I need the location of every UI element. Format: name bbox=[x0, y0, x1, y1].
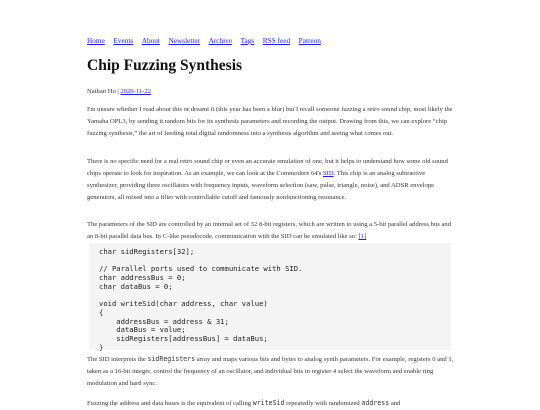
paragraph-fuzzing bbox=[87, 397, 454, 410]
post-byline bbox=[87, 88, 151, 95]
inline-code-writesid: writeSid bbox=[252, 399, 285, 407]
paragraph-interpretation-text-b: array and maps various bits and bytes to analog synth parameters. For example, registers 0 and 1, taken as a 16-bit integer, control the frequency of an oscillator, and individual bits in register 4 select the waveform and enable ring modulation and hard sync. bbox=[87, 356, 454, 387]
nav-link-rss-feed[interactable]: RSS feed bbox=[262, 36, 291, 45]
post-date-link[interactable]: 2020-11-22 bbox=[120, 88, 151, 95]
author-name: Nathan Ho bbox=[87, 88, 116, 95]
paragraph-fuzzing-text-a: Fuzzing the address and data buses is the equivalent of calling bbox=[87, 400, 253, 407]
paragraph-registers bbox=[87, 219, 454, 243]
paragraph-sid bbox=[87, 156, 454, 204]
code-text: char sidRegisters[32]; // Parallel ports used to communicate with SID. char addressBus = 0; char dataBus = 0; void writeSid(char address, char value) { addressBus = address & 31; dataBus = value; sidRegisters[addressBus] = dataBus; } bbox=[99, 247, 303, 352]
top-nav bbox=[87, 36, 329, 45]
nav-link-archive[interactable]: Archive bbox=[208, 36, 233, 45]
paragraph-fuzzing-text-c: and bbox=[389, 400, 401, 407]
paragraph-interpretation bbox=[87, 353, 454, 390]
page-title: Chip Fuzzing Synthesis bbox=[87, 57, 243, 74]
nav-link-home[interactable]: Home bbox=[87, 36, 105, 45]
paragraph-sid-text-b: . This chip is an analog subtractive synthesizer, providing three oscillators with frequency inputs, waveform selection (saw, pulse, triangle, noise), and ADSR envelope generators, all mixed into a filter with controllable cutoff and famously nonfunctioning resonance. bbox=[87, 170, 435, 201]
paragraph-intro: I'm unsure whether I read about this or dreamt it (this year has been a blur) but I recall someone fuzzing a retro sound chip, most likely the Yamaha OPL3, by sending it random bits for its synthesis parameters and recording the output. Drawing from this, we can explore “chip fuzzing synthesis,” the art of feeding total digital randomness into a synthesis algorithm and seeing what comes out. bbox=[87, 106, 453, 137]
nav-link-patreon[interactable]: Patreon bbox=[298, 36, 321, 45]
nav-link-events[interactable]: Events bbox=[113, 36, 134, 45]
nav-link-newsletter[interactable]: Newsletter bbox=[168, 36, 201, 45]
inline-code-address: address bbox=[361, 399, 390, 407]
sid-link[interactable]: SID bbox=[322, 170, 334, 177]
nav-link-about[interactable]: About bbox=[141, 36, 160, 45]
byline-separator: | bbox=[117, 88, 119, 95]
nav-link-tags[interactable]: Tags bbox=[240, 36, 255, 45]
footnote-link-1[interactable]: [1] bbox=[358, 233, 367, 240]
paragraph-fuzzing-text-b: repeatedly with randomized bbox=[284, 400, 362, 407]
paragraph-sid-text-a: There is no specific need for a real retro sound chip or even an accurate emulation of one, but it helps to understand how some old sound chips operate to look for inspiration. As an example, we can look at the Commodore 64's bbox=[87, 158, 448, 177]
paragraph-interpretation-text-a: The SID interprets the bbox=[87, 356, 148, 363]
code-block bbox=[89, 243, 451, 350]
paragraph-registers-text: The parameters of the SID are controlled by an internal set of 32 8-bit registers, which are written to using a 5-bit parallel address bus and an 8-bit parallel data bus. In C-like pseudocode, communication with the SID can be emulated like so: bbox=[87, 221, 452, 240]
inline-code-sidregisters: sidRegisters bbox=[147, 355, 196, 363]
